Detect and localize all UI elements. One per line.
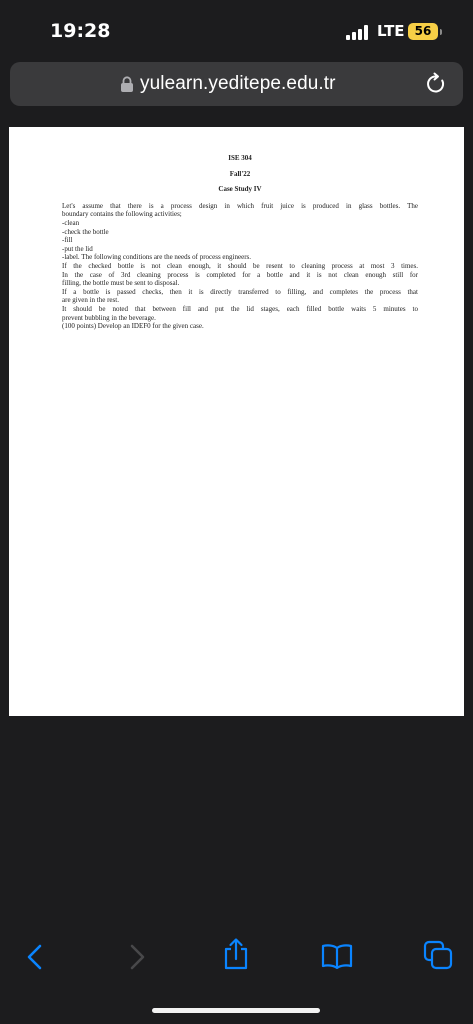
document-page [9, 127, 464, 716]
tabs-icon[interactable] [423, 940, 453, 970]
doc-line: If the checked bottle is not clean enough, it should be resent to cleaning process at most 3 times. [62, 261, 418, 270]
doc-line: If a bottle is passed checks, then it is directly transferred to filling, and completes the process that [62, 287, 418, 296]
doc-line: In the case of 3rd cleaning process is completed for a bottle and it is not clean enough still for [62, 270, 418, 279]
doc-course: ISE 304 [228, 154, 252, 162]
battery-level: 56 [414, 24, 432, 38]
doc-line: filling, the bottle must be sent to disposal. [62, 279, 180, 288]
share-icon[interactable] [222, 937, 250, 971]
document-text [62, 154, 418, 331]
doc-title: Case Study IV [218, 185, 262, 194]
cellular-signal-icon [346, 24, 372, 40]
doc-term: Fall'22 [229, 169, 251, 178]
web-content[interactable] [0, 114, 473, 924]
doc-line: are given in the rest. [62, 296, 119, 305]
lock-icon [120, 76, 134, 92]
doc-line: boundary contains the following activities; [62, 210, 182, 219]
battery-nub [440, 29, 442, 35]
doc-line: -label. The following conditions are the needs of process engineers. [62, 253, 252, 262]
home-indicator [152, 1008, 320, 1013]
back-icon[interactable] [24, 944, 46, 970]
url-text[interactable]: yulearn.yeditepe.edu.tr [140, 73, 336, 94]
battery-icon [408, 23, 438, 40]
status-bar [0, 0, 473, 56]
doc-line: -put the lid [62, 244, 93, 253]
doc-line: It should be noted that between fill and put the lid stages, each filled bottle waits 5 minutes to [62, 304, 418, 313]
forward-icon[interactable] [126, 944, 148, 970]
doc-line: -fill [62, 236, 73, 245]
doc-line: -check the bottle [62, 227, 109, 236]
network-type: LTE [377, 22, 405, 40]
address-bar[interactable] [10, 62, 463, 106]
doc-line: (100 points) Develop an IDEF0 for the given case. [62, 322, 204, 331]
doc-line: -clean [62, 218, 80, 227]
doc-line: Let's assume that there is a process design in which fruit juice is produced in glass bottles. The [62, 201, 418, 210]
reload-icon[interactable] [424, 72, 448, 96]
bookmarks-icon[interactable] [321, 943, 353, 969]
status-time: 19:28 [50, 20, 111, 42]
doc-line: prevent bubbling in the beverage. [62, 313, 156, 322]
